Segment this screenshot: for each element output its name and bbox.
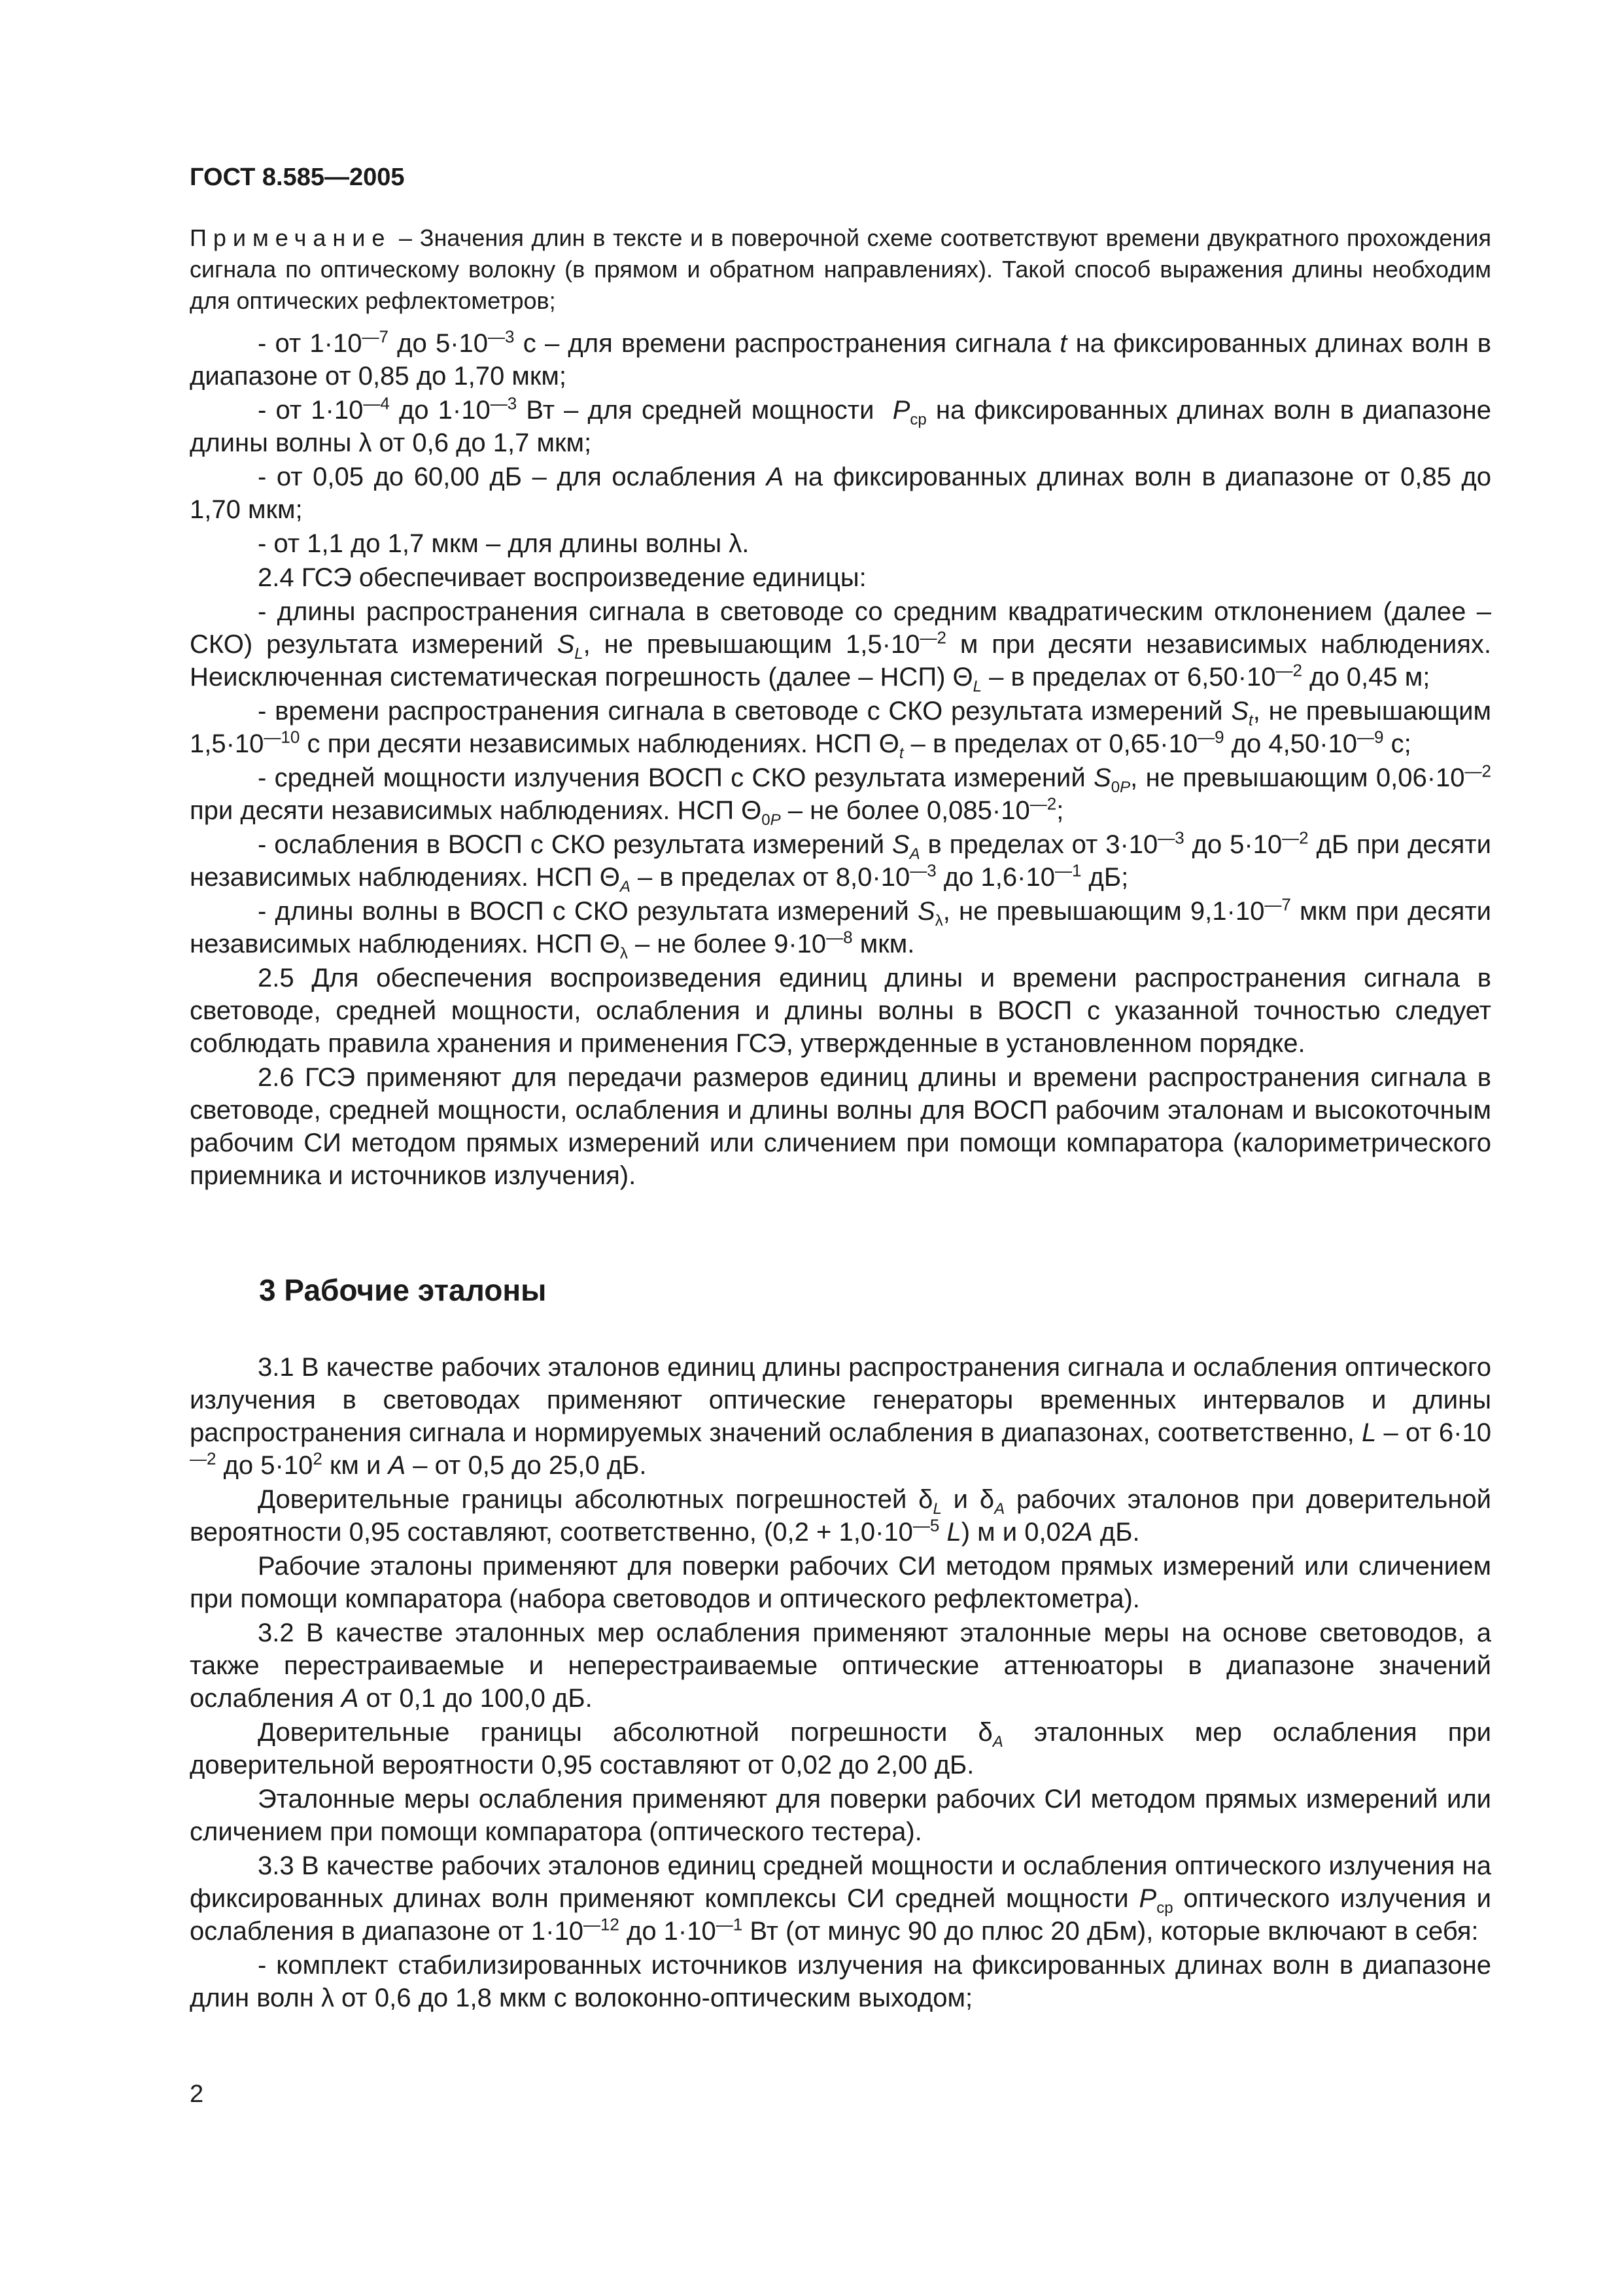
paragraph: - от $1\cdot 10^{—4}$ до $1\cdot 10^{—3}$ Вт – для средней мощности $P_{ср}$ на фиксированных длинах волн в диапазоне длины волны λ от 0,6 до 1,7 мкм; <box>190 393 1492 457</box>
paragraph: Рабочие эталоны применяют для поверки рабочих СИ методом прямых измерений или сличением при помощи компаратора (набора световодов и оптического рефлектометра). <box>190 1552 1491 1613</box>
section-heading: 3 Рабочие эталоны <box>259 1273 547 1307</box>
paragraph: - ослабления в ВОСП с СКО результата измерений $S_A$ в пределах от $3\cdot 10^{—3}$ до $5\cdot 10^{—2}$ дБ при десяти независимых наблюдениях. НСП $\Theta_A$ – в пределах от $8,0\cdot 10^{—3}$ до $1,6\cdot 10^{—1}$ дБ; <box>190 828 1491 896</box>
page-number: 2 <box>190 2080 204 2108</box>
paragraph: - комплект стабилизированных источников излучения на фиксированных длинах волн в диапазоне длин волн λ от 0,6 до 1,8 мкм с волоконно-оптическим выходом; <box>190 1951 1491 2012</box>
section-3-body <box>190 1351 1491 2016</box>
paragraph: - длины волны в ВОСП с СКО результата измерений $S_\lambda$, не превышающим $9,1\cdot 10^{—7}$ мкм при десяти независимых наблюдениях. НСП $\Theta_\lambda$ – не более $9\cdot 10^{—8}$ мкм. <box>190 894 1492 962</box>
paragraph: - от 1,1 до 1,7 мкм – для длины волны λ. <box>258 529 750 558</box>
note-label: Примечание <box>190 224 392 251</box>
paragraph: - от 0,05 до 60,00 дБ – для ослабления A на фиксированных длинах волн в диапазоне от 0,85 до 1,70 мкм; <box>190 463 1491 524</box>
paragraph: Доверительные границы абсолютной погрешности $\delta_A$ эталонных мер ослабления при доверительной вероятности 0,95 составляют от 0,02 до 2,00 дБ. <box>190 1718 1492 1779</box>
paragraph: 3.2 В качестве эталонных мер ослабления применяют эталонные меры на основе световодов, а также перестраиваемые и неперестраиваемые оптические аттенюаторы в диапазоне значений ослабления A от 0,1 до 100,0 дБ. <box>190 1619 1491 1713</box>
paragraph: 2.6 ГСЭ применяют для передачи размеров единиц длины и времени распространения сигнала в световоде, средней мощности, ослабления и длины волны для ВОСП рабочим эталонам и высокоточным рабочим СИ методом прямых измерений или сличением при помощи компаратора (калориметрического приемника и источников излучения). <box>190 1063 1491 1190</box>
paragraph: Доверительные границы абсолютных погрешностей $\delta_L$ и $\delta_A$ рабочих эталонов при доверительной вероятности 0,95 составляют, соответственно, ($0,2 + 1,0\cdot 10^{—5}$ L) м и 0,02A дБ. <box>190 1485 1492 1547</box>
section-2-body <box>190 327 1491 1193</box>
note-block <box>190 222 1491 317</box>
paragraph: 3.1 В качестве рабочих эталонов единиц длины распространения сигнала и ослабления оптического излучения в световодах применяют оптические генераторы временных интервалов и длины распространения сигнала и нормируемых значений ослабления в диапазонах, соответственно, L – от $6\cdot 10^{—2}$ до $5\cdot 10^2$ км и A – от 0,5 до 25,0 дБ. <box>190 1353 1491 1480</box>
paragraph: - от $1\cdot 10^{—7}$ до $5\cdot 10^{—3}$ с – для времени распространения сигнала t на фиксированных длинах волн в диапазоне от 0,85 до 1,70 мкм; <box>190 326 1492 391</box>
paragraph: - длины распространения сигнала в световоде со средним квадратическим отклонением (далее – СКО) результата измерений $S_L$, не превышающим $1,5\cdot 10^{—2}$ м при десяти независимых наблюдениях. Неисключенная систематическая погрешность (далее – НСП) $\Theta_L$ – в пределах от $6,50\cdot 10^{—2}$ до 0,45 м; <box>190 597 1492 695</box>
paragraph: Эталонные меры ослабления применяют для поверки рабочих СИ методом прямых измерений или сличением при помощи компаратора (оптического тестера). <box>190 1785 1491 1846</box>
note-text: – Значения длин в тексте и в поверочной схеме соответствуют времени двукратного прохождения сигнала по оптическому волокну (в прямом и обратном направлениях). Такой способ выражения длины необходим для оптических рефлектометров; <box>190 224 1491 314</box>
paragraph: 2.4 ГСЭ обеспечивает воспроизведение единицы: <box>258 563 867 592</box>
paragraph: - средней мощности излучения ВОСП с СКО результата измерений $S_{0P}$, не превышающим $0,06\cdot 10^{—2}$ при десяти независимых наблюдениях. НСП $\Theta_{0P}$ – не более $0,085\cdot 10^{—2}$; <box>190 761 1491 829</box>
document-header: ГОСТ 8.585—2005 <box>190 164 405 191</box>
paragraph: 3.3 В качестве рабочих эталонов единиц средней мощности и ослабления оптического излучения на фиксированных длинах волн применяют комплексы СИ средней мощности $P_{ср}$ оптического излучения и ослабления в диапазоне от $1\cdot 10^{—12}$ до $1\cdot 10^{—1}$ Вт (от минус 90 до плюс 20 дБм), которые включают в себя: <box>190 1851 1491 1946</box>
paragraph: - времени распространения сигнала в световоде с СКО результата измерений $S_t$, не превышающим $1,5\cdot 10^{—10}$ с при десяти независимых наблюдениях. НСП $\Theta_t$ – в пределах от $0,65\cdot 10^{—9}$ до $4,50\cdot 10^{—9}$ с; <box>190 697 1491 762</box>
paragraph: 2.5 Для обеспечения воспроизведения единиц длины и времени распространения сигнала в световоде, средней мощности, ослабления и длины волны в ВОСП с указанной точностью следует соблюдать правила хранения и применения ГСЭ, утвержденные в установленном порядке. <box>190 964 1491 1058</box>
